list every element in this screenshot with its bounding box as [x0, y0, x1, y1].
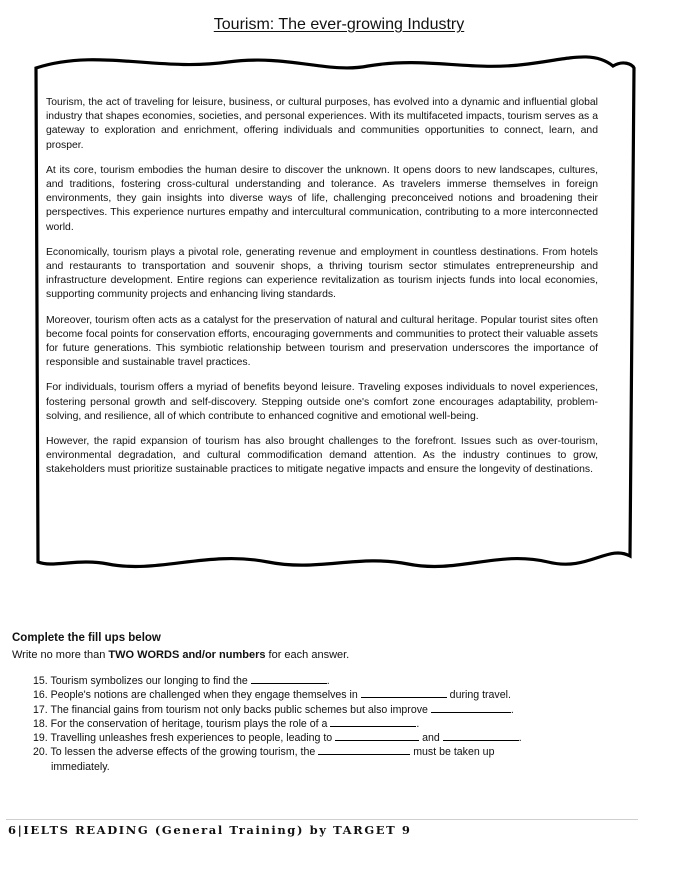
- answer-blank-17[interactable]: [431, 703, 511, 713]
- footer-divider: [6, 819, 638, 820]
- answer-blank-15[interactable]: [251, 674, 327, 684]
- paragraph-2: At its core, tourism embodies the human desire to discover the unknown. It opens doors to new landscapes, cultures, and traditions, fostering cross-cultural understanding and tolerance. As travelers immerse themselves in foreign environments, they gain insights into diverse ways of life, challenging preconceived notions and broadening their perspectives. This experience nurtures empathy and intercultural communication, contributing to a more interconnected world.: [46, 164, 598, 233]
- question-15: 15. Tourism symbolizes our longing to find the .: [33, 675, 330, 687]
- question-19: 19. Travelling unleashes fresh experiences to people, leading to and .: [33, 732, 522, 745]
- question-20-continued: immediately.: [51, 760, 110, 773]
- paragraph-4: Moreover, tourism often acts as a catalyst for the preservation of natural and cultural heritage. Popular tourist sites often become focal points for conservation efforts, encouraging governments and communities to protect their valuable assets for future generations. This symbiotic relationship between tourism and preservation underscores the importance of responsible and sustainable travel practices.: [46, 314, 598, 369]
- answer-blank-18[interactable]: [330, 717, 416, 727]
- answer-blank-19b[interactable]: [443, 731, 519, 741]
- answer-blank-20[interactable]: [318, 745, 410, 755]
- questions-instruction: Write no more than TWO WORDS and/or numbers for each answer.: [12, 649, 350, 661]
- paragraph-5: For individuals, tourism offers a myriad of benefits beyond leisure. Traveling exposes individuals to novel experiences, fostering personal growth and self-discovery. Stepping outside one's comfort zone encourages adaptability, problem-solving, and resilience, all of which contribute to enhanced cognitive and emotional well-being.: [46, 382, 598, 422]
- answer-blank-16[interactable]: [361, 688, 447, 698]
- paragraph-1: Tourism, the act of traveling for leisure, business, or cultural purposes, has evolved into a dynamic and influential global industry that shapes economies, societies, and personal experiences. With its multifaceted impacts, tourism serves as a gateway to exploration and enrichment, offering individuals and communities opportunities to connect, learn, and prosper.: [46, 97, 598, 151]
- page-footer: 6|IELTS READING (General Training) by TARGET 9: [8, 823, 412, 837]
- fill-up-questions: [33, 674, 633, 774]
- question-17: 17. The financial gains from tourism not only backs public schemes but also improve .: [33, 703, 514, 716]
- question-18: 18. For the conservation of heritage, tourism plays the role of a .: [33, 717, 420, 730]
- question-16: 16. People's notions are challenged when they engage themselves in during travel.: [33, 689, 511, 702]
- paragraph-6: However, the rapid expansion of tourism has also brought challenges to the forefront. Issues such as over-tourism, environmental degradation, and cultural commodification demand attention. As the industry continues to grow, stakeholders must prioritize sustainable practices to mitigate negative impacts and ensure the longevity of destinations.: [46, 436, 598, 476]
- question-20: 20. To lessen the adverse effects of the growing tourism, the must be taken up: [33, 746, 495, 759]
- paragraph-3: Economically, tourism plays a pivotal role, generating revenue and employment in countless destinations. From hotels and restaurants to transportation and souvenir shops, a thriving tourism sector stimulates entrepreneurship and infrastructure development. Entire regions can experience revitalization as tourism injects funds into local economies, supporting community projects and enhancing living standards.: [46, 246, 598, 301]
- questions-heading: Complete the fill ups below: [12, 632, 161, 644]
- page-title: Tourism: The ever-growing Industry: [213, 16, 465, 33]
- reading-passage: [46, 96, 598, 489]
- answer-blank-19a[interactable]: [335, 731, 419, 741]
